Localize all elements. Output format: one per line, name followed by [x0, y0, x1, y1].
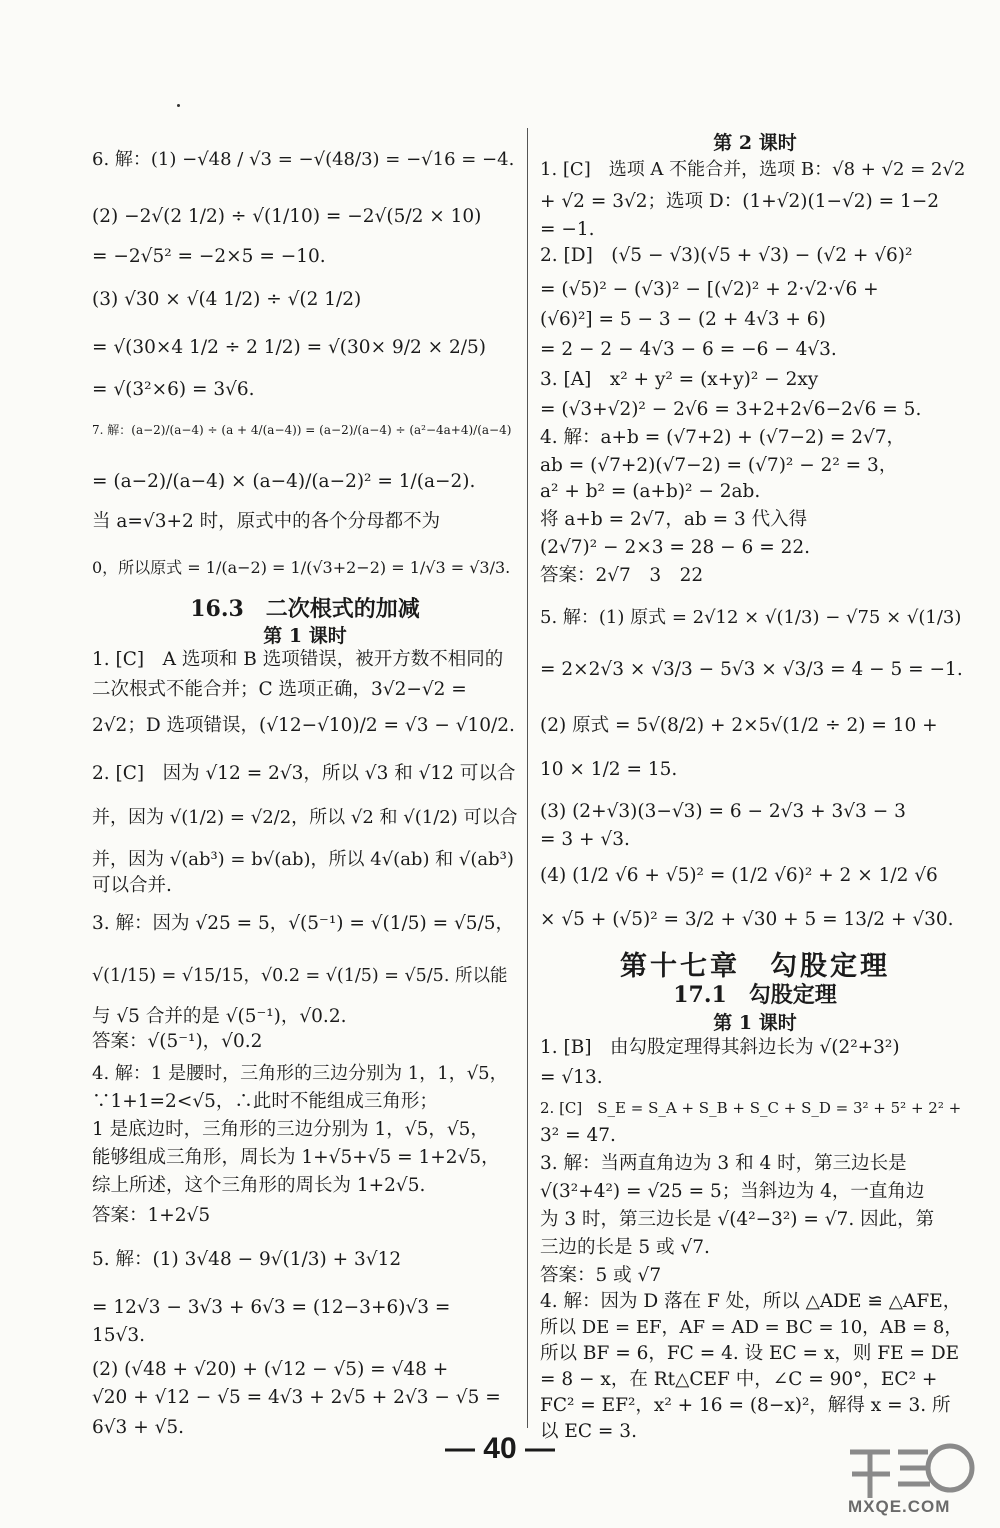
text-line: 4. 解：1 是腰时，三角形的三边分别为 1，1，√5， — [92, 1063, 508, 1084]
text-line: 10 × 1/2 = 15. — [540, 759, 678, 780]
text-line: ab = (√7+2)(√7−2) = (√7)² − 2² = 3， — [540, 455, 898, 476]
text-line: 4. 解：a+b = (√7+2) + (√7−2) = 2√7， — [540, 427, 906, 448]
text-line: 综上所述，这个三角形的周长为 1+2√5. — [92, 1175, 426, 1196]
text-line: 1. [C] A 选项和 B 选项错误，被开方数不相同的 — [92, 649, 504, 670]
text-line: 三边的长是 5 或 √7. — [540, 1237, 710, 1258]
text-line: = (√3+√2)² − 2√6 = 3+2+2√6−2√6 = 5. — [540, 399, 922, 420]
text-line: (2) 原式 = 5√(8/2) + 2×5√(1/2 ÷ 2) = 10 + — [540, 715, 938, 736]
text-line: = √13. — [540, 1067, 603, 1088]
text-line: (3) √30 × √(4 1/2) ÷ √(2 1/2) — [92, 289, 362, 310]
text-line: 将 a+b = 2√7，ab = 3 代入得 — [540, 509, 808, 530]
text-line: 以 EC = 3. — [540, 1421, 637, 1442]
text-line: 并，因为 √(ab³) = b√(ab)，所以 4√(ab) 和 √(ab³) — [92, 849, 514, 870]
text-line: = (a−2)/(a−4) × (a−4)/(a−2)² = 1/(a−2). — [92, 471, 476, 492]
text-line: √(1/15) = √15/15，√0.2 = √(1/5) = √5/5. 所以能 — [92, 966, 508, 986]
section-title: 16.3 二次根式的加减 — [190, 596, 420, 622]
text-line: (4) (1/2 √6 + √5)² = (1/2 √6)² + 2 × 1/2 √6 — [540, 865, 938, 886]
text-line: 所以 BF = 6，FC = 4. 设 EC = x，则 FE = DE — [540, 1343, 960, 1364]
text-line: 1. [B] 由勾股定理得其斜边长为 √(2²+3²) — [540, 1037, 900, 1058]
text-line: 二次根式不能合并；C 选项正确，3√2−√2 = — [92, 679, 467, 700]
chapter-title: 第十七章 勾股定理 — [620, 951, 890, 982]
text-line: 答案：1+2√5 — [92, 1205, 211, 1226]
text-line: 6. 解：(1) −√48 / √3 = −√(48/3) = −√16 = −4. — [92, 149, 515, 170]
lesson-title: 第 1 课时 — [713, 1012, 797, 1034]
text-line: = (√5)² − (√3)² − [(√2)² + 2·√2·√6 + — [540, 279, 879, 300]
text-line: 7. 解：(a−2)/(a−4) ÷ (a + 4/(a−4)) = (a−2)/(a−4) ÷ (a²−4a+4)/(a−4) — [92, 423, 512, 437]
text-line: 可以合并. — [92, 875, 172, 896]
text-line: + √2 = 3√2；选项 D：(1+√2)(1−√2) = 1−2 — [540, 191, 940, 212]
text-line: = 8 − x，在 Rt△CEF 中，∠C = 90°，EC² + — [540, 1369, 938, 1390]
text-line: 1 是底边时，三角形的三边分别为 1，√5，√5， — [92, 1119, 489, 1140]
text-line: 与 √5 合并的是 √(5⁻¹)，√0.2. — [92, 1006, 347, 1027]
text-line: = −2√5² = −2×5 = −10. — [92, 246, 326, 267]
text-line: × √5 + (√5)² = 3/2 + √30 + 5 = 13/2 + √30. — [540, 909, 954, 930]
text-line: √(3²+4²) = √25 = 5；当斜边为 4，一直角边 — [540, 1181, 925, 1202]
watermark-text: MXQE.COM — [848, 1497, 951, 1516]
text-line: = √(3²×6) = 3√6. — [92, 379, 255, 400]
text-line: 5. 解：(1) 3√48 − 9√(1/3) + 3√12 — [92, 1249, 402, 1270]
lesson-title: 第 1 课时 — [263, 625, 347, 647]
text-line: (2√7)² − 2×3 = 28 − 6 = 22. — [540, 537, 811, 558]
page-number: — 40 — — [444, 1432, 556, 1465]
text-line: 并，因为 √(1/2) = √2/2，所以 √2 和 √(1/2) 可以合 — [92, 807, 518, 828]
text-line: 3. 解：当两直角边为 3 和 4 时，第三边长是 — [540, 1153, 907, 1174]
text-line: 4. 解：因为 D 落在 F 处，所以 △ADE ≌ △AFE， — [540, 1291, 962, 1312]
text-line: 3. [A] x² + y² = (x+y)² − 2xy — [540, 369, 819, 390]
text-line: 0，所以原式 = 1/(a−2) = 1/(√3+2−2) = 1/√3 = √3/3. — [92, 558, 511, 577]
text-line: 所以 DE = EF，AF = AD = BC = 10，AB = 8， — [540, 1317, 963, 1338]
text-line: = √(30×4 1/2 ÷ 2 1/2) = √(30× 9/2 × 2/5) — [92, 337, 486, 358]
text-line: 能够组成三角形，周长为 1+√5+√5 = 1+2√5， — [92, 1147, 500, 1168]
text-line: 答案：√(5⁻¹)，√0.2 — [92, 1031, 263, 1052]
text-line: (√6)²] = 5 − 3 − (2 + 4√3 + 6) — [540, 309, 826, 330]
text-line: 3. 解：因为 √25 = 5，√(5⁻¹) = √(1/5) = √5/5， — [92, 913, 515, 934]
text-line: 2√2；D 选项错误，(√12−√10)/2 = √3 − √10/2. — [92, 715, 515, 736]
text-line: = −1. — [540, 219, 595, 240]
text-line: √20 + √12 − √5 = 4√3 + 2√5 + 2√3 − √5 = — [92, 1387, 501, 1408]
column-divider — [527, 128, 528, 1428]
text-line: a² + b² = (a+b)² − 2ab. — [540, 481, 761, 502]
text-line: 5. 解：(1) 原式 = 2√12 × √(1/3) − √75 × √(1/3) — [540, 607, 962, 628]
text-line: 答案：2√7 3 22 — [540, 565, 704, 586]
text-line: 6√3 + √5. — [92, 1417, 185, 1438]
stray-dot — [177, 104, 180, 107]
text-line: 答案：5 或 √7 — [540, 1265, 662, 1286]
text-line: ∵1+1=2<√5，∴此时不能组成三角形； — [92, 1091, 438, 1112]
text-line: 15√3. — [92, 1325, 145, 1346]
text-line: 当 a=√3+2 时，原式中的各个分母都不为 — [92, 511, 441, 532]
text-line: 3² = 47. — [540, 1125, 616, 1146]
text-line: = 3 + √3. — [540, 829, 630, 850]
text-line: = 2 − 2 − 4√3 − 6 = −6 − 4√3. — [540, 339, 837, 360]
section-title: 17.1 勾股定理 — [673, 982, 837, 1008]
text-line: 2. [C] S_E = S_A + S_B + S_C + S_D = 3² + 5² + 2² + — [540, 1099, 962, 1117]
text-line: (3) (2+√3)(3−√3) = 6 − 2√3 + 3√3 − 3 — [540, 801, 906, 822]
text-line: FC² = EF²，x² + 16 = (8−x)²，解得 x = 3. 所 — [540, 1395, 951, 1416]
text-line: 2. [D] (√5 − √3)(√5 + √3) − (√2 + √6)² — [540, 245, 913, 266]
text-line: 1. [C] 选项 A 不能合并，选项 B：√8 + √2 = 2√2 — [540, 159, 966, 180]
text-line: = 12√3 − 3√3 + 6√3 = (12−3+6)√3 = — [92, 1297, 451, 1318]
text-line: 2. [C] 因为 √12 = 2√3，所以 √3 和 √12 可以合 — [92, 763, 516, 784]
text-line: (2) (√48 + √20) + (√12 − √5) = √48 + — [92, 1359, 449, 1380]
text-line: 为 3 时，第三边长是 √(4²−3²) = √7. 因此，第 — [540, 1209, 935, 1230]
text-line: (2) −2√(2 1/2) ÷ √(1/10) = −2√(5/2 × 10) — [92, 206, 482, 227]
lesson-title: 第 2 课时 — [713, 132, 797, 154]
text-line: = 2×2√3 × √3/3 − 5√3 × √3/3 = 4 − 5 = −1. — [540, 659, 963, 680]
